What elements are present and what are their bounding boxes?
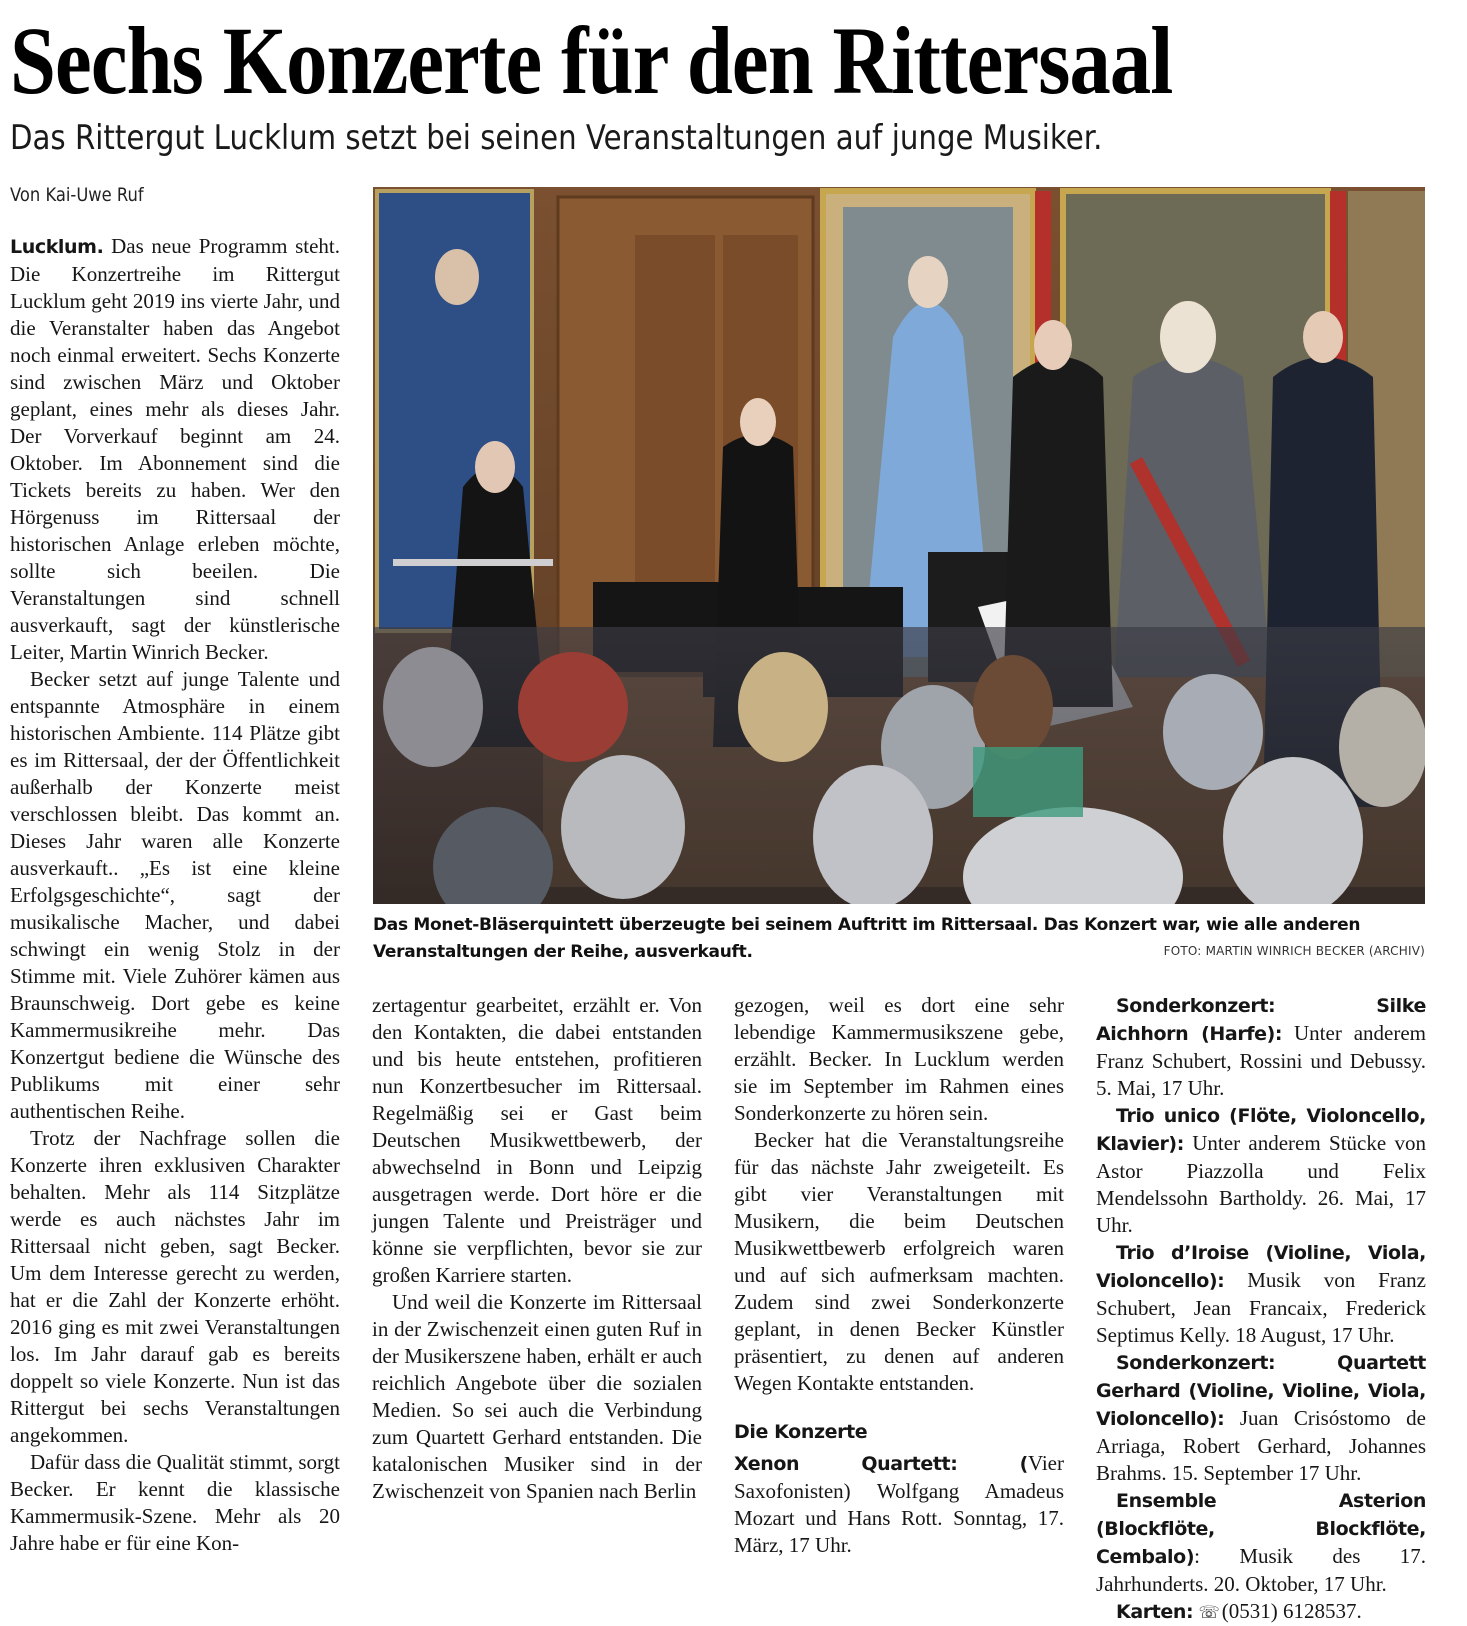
concert-label: Sonderkonzert: Silke Aichhorn (Harfe): [1096,995,1426,1045]
subheadline: Das Rittergut Lucklum setzt bei seinen Veranstaltungen auf junge Musiker. [10,118,1103,158]
concert-scene-illustration [373,187,1425,904]
concert-label: Trio d’Iroise (Violine, Viola, Violoncello): [1096,1242,1426,1292]
concert-label: Xenon Quartett: ( [734,1453,1028,1475]
article-column-1 [10,233,340,1557]
concert-details: Unter anderem Stücke von Astor Piazzolla und Felix Mendelssohn Bartholdy. 26. Mai, 17 Uhr. [1096,1131,1427,1237]
concert-label: Ensemble Asterion (Blockflöte, Blockflöte, Cembalo) [1096,1490,1426,1568]
article-paragraph: gezogen, weil es dort eine sehr lebendige Kammermusikszene gebe, erzählt. Becker. In Lucklum werden sie im September im Rahmen eines Sonderkonzerte zu hören sein. [734,993,1064,1125]
concert-details: Juan Crisóstomo de Arriaga, Robert Gerhard, Johannes Brahms. 15. September 17 Uhr. [1096,1406,1426,1485]
concert-item [1096,1239,1426,1349]
article-column-2 [372,992,702,1505]
phone-icon: ☏ [1198,1603,1220,1622]
concert-details: : Musik des 17. Jahrhunderts. 20. Oktober, 17 Uhr. [1096,1544,1426,1596]
article-paragraph: Trotz der Nachfrage sollen die Konzerte ihren exklusiven Charakter behalten. Mehr als 114 Sitzplätze werde es auch nächstes Jahr im Rittersaal nicht geben, sagt Becker. Um dem Interesse gerecht zu werden, hat er die Zahl der Konzerte erhöht. 2016 ging es mit zwei Veranstaltungen los. Im Jahr darauf gab es bereits doppelt so viele Konzerte. Nun ist das Rittergut bei sechs Veranstaltungen angekommen. [10,1126,340,1447]
article-paragraph: Dafür dass die Qualität stimmt, sorgt Becker. Er kennt die klassische Kammermusik-Szene. Mehr als 20 Jahre habe er für eine Kon- [10,1450,340,1555]
concert-item [734,1450,1064,1559]
concert-label: Trio unico (Flöte, Violoncello, Klavier): [1096,1105,1426,1155]
concert-details: Musik von Franz Schubert, Jean Francaix, Frederick Septimus Kelly. 18 August, 17 Uhr. [1096,1268,1426,1347]
article-column-3 [734,992,1064,1559]
concert-label: Sonderkonzert: Quartett Gerhard (Violine, Violine, Viola, Violoncello): [1096,1352,1426,1430]
concert-photo [373,187,1425,904]
concert-item [1096,1102,1426,1239]
photo-credit: FOTO: MARTIN WINRICH BECKER (ARCHIV) [1163,944,1425,958]
article-paragraph: Lucklum. Das neue Programm steht. Die Konzertreihe im Rittergut Lucklum geht 2019 ins vierte Jahr, und die Veranstalter haben das Angebot noch einmal erweitert. Sechs Konzerte sind zwischen März und Oktober geplant, eines mehr als dieses Jahr. Der Vorverkauf beginnt am 24. Oktober. Im Abonnement sind die Tickets bereits zu haben. Wer den Hörgenuss im Rittersaal der historischen Anlage erleben möchte, sollte sich beeilen. Die Veranstaltungen sind schnell ausverkauft, sagt der künstlerische Leiter, Martin Winrich Becker. [10,234,340,664]
tickets-phone: (0531) 6128537. [1221,1599,1362,1623]
article-paragraph: Becker setzt auf junge Talente und entspannte Atmosphäre in einem historischen Ambiente. 114 Plätze gibt es im Rittersaal, der der Öffentlichkeit außerhalb der Konzerte meist verschlossen bleibt. Das kommt an. Dieses Jahr waren alle Konzerte ausverkauft.. „Es ist eine kleine Erfolgsgeschichte“, sagt der musikalische Macher, und dabei schwingt ein wenig Stolz in der Stimme mit. Viele Zuhörer kämen aus Braunschweig. Dort gebe es keine Kammermusikreihe mehr. Das Konzertgut bediene die Wünsche des Publikums mit einer sehr authentischen Reihe. [10,667,340,1123]
concert-details: Vier Saxofonisten) Wolfgang Amadeus Mozart und Hans Rott. Sonntag, 17. März, 17 Uhr. [734,1451,1064,1557]
tickets-line [1096,1598,1426,1626]
concerts-heading: Die Konzerte [734,1421,868,1443]
concert-item [1096,1487,1426,1598]
dateline: Lucklum. [10,236,104,258]
headline: Sechs Konzerte für den Rittersaal [10,7,1173,114]
byline: Von Kai-Uwe Ruf [10,184,144,206]
article-paragraph: Und weil die Konzerte im Rittersaal in der Zwischenzeit einen guten Ruf in der Musikerszene haben, erhält er auch reichlich Angebote über die sozialen Medien. So sei auch die Verbindung zum Quartett Gerhard entstanden. Die katalonischen Musiker sind in der Zwischenzeit von Spanien nach Berlin [372,1290,702,1503]
concert-item [1096,992,1426,1102]
photo-caption: Das Monet-Bläserquintett überzeugte bei seinem Auftritt im Rittersaal. Das Konzert war, wie alle anderen Veranstaltungen der Reihe, ausverkauft. [373,915,1361,962]
article-paragraph: zertagentur gearbeitet, erzählt er. Von den Kontakten, die dabei entstanden und bis heute entstehen, profitieren nun Konzertbesucher im Rittersaal. Regelmäßig sei er Gast beim Deutschen Musikwettbewerb, der abwechselnd in Bonn und Leipzig ausgetragen werde. Dort höre er die jungen Talente und Preisträger und könne sie verpflichten, bevor sie zur großen Karriere starten. [372,993,702,1287]
concert-item [1096,1349,1426,1487]
tickets-label: Karten: [1116,1601,1194,1623]
article-paragraph: Becker hat die Veranstaltungsreihe für das nächste Jahr zweigeteilt. Es gibt vier Veranstaltungen mit Musikern, die beim Deutschen Musikwettbewerb erfolgreich waren und auf sich aufmerksam machten. Zudem sind zwei Sonderkonzerte geplant, in denen Becker Künstler präsentiert, zu denen auf anderen Wegen Kontakte entstanden. [734,1128,1064,1395]
concerts-list-column [1096,992,1426,1626]
concert-details: Unter anderem Franz Schubert, Rossini und Debussy. 5. Mai, 17 Uhr. [1096,1021,1426,1100]
